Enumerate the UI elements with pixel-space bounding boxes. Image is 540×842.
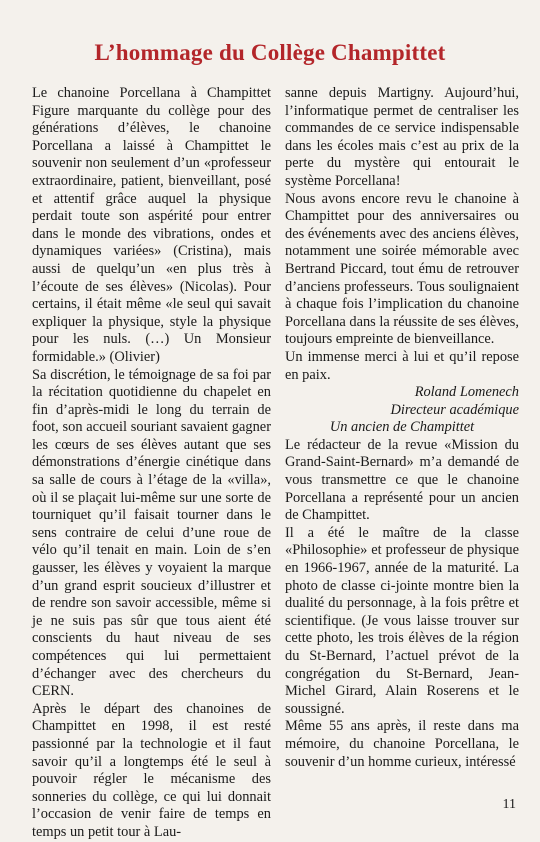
paragraph: Il a été le maître de la classe «Philosophie» et professeur de physique en 1966-1967, année de la maturité. La photo de classe ci-jointe montre bien la dualité du personnage, à la fois prêtre et scientifique. (Je vous laisse trouver sur cette photo, les trois élèves de la région du St-Bernard, l’actuel prévot de la congrégation du St-Bernard, Jean-Michel Girard, Alain Roserens et le soussigné. [285, 524, 519, 717]
paragraph: Même 55 ans après, il reste dans ma mémoire, du chanoine Porcellana, le souvenir d’un homme curieux, intéressé [285, 718, 519, 770]
right-column [285, 85, 519, 771]
article-title: L’hommage du Collège Champittet [94, 40, 446, 65]
page-number: 11 [502, 797, 516, 812]
paragraph: Nous avons encore revu le chanoine à Champittet pour des anniversaires ou des événements avec des anciens élèves, notamment une soirée mémorable avec Bertrand Piccard, tout ému de retrouver d’anciens professeurs. Tous soulignaient à chaque fois l’implication du chanoine Porcellana dans la réussite de ses élèves, toujours empreinte de bienveillance. [285, 190, 519, 348]
paragraph: Sa discrétion, le témoignage de sa foi par la récitation quotidienne du chapelet en fin d’après-midi le long du terrain de foot, son accueil souriant savaient gagner les cœurs de ses élèves autant que ses démonstrations d’énergie cinétique dans sa salle de cours à l’étage de la «villa», où il se plaçait lui-même sur une sorte de tourniquet qu’il faisait tourner dans le sens contraire de celui d’une roue de vélo qu’il tenait en main. Loin de s’en gausser, les élèves y voyaient la marque d’un grand esprit soucieux d’illustrer et de rendre son savoir accessible, même si je ne suis pas sûr que tous aient été conscients du haut niveau de ses compétences qui lui permettaient d’échanger avec des chercheurs du CERN. [32, 366, 271, 700]
left-column [32, 85, 271, 842]
signature-role: Directeur académique [390, 401, 519, 418]
paragraph: Le rédacteur de la revue «Mission du Grand-Saint-Bernard» m’a demandé de vous transmettre ce que le chanoine Porcellana a représenté pour un ancien de Champittet. [285, 436, 519, 524]
signature-name: Roland Lomenech [414, 384, 519, 401]
paragraph: Le chanoine Porcellana à Champittet Figure marquante du collège pour des générations d’élèves, le chanoine Porcellana a laissé à Champittet le souvenir non seulement d’un «professeur extraordinaire, patient, bienveillant, posé et attentif grâce auquel la physique perdait toute son aspérité pour entrer dans le monde des vibrations, ondes et dynamiques variées» (Cristina), mais aussi de quelqu’un «en plus très à l’écoute de ses élèves» (Nicolas). Pour certains, il était même «le seul qui savait expliquer la physique, style la physique pour les nuls. (…) Un Monsieur formidable.» (Olivier) [32, 85, 271, 365]
section-subheading: Un ancien de Champittet [329, 419, 475, 436]
paragraph: Après le départ des chanoines de Champittet en 1998, il est resté passionné par la technologie et il faut savoir qu’il a longtemps été le seul à pouvoir régler le mécanisme des sonneries du collège, ce qui lui donnait l’occasion de venir faire de temps en temps un petit tour à Lau- [32, 700, 271, 840]
paragraph: Un immense merci à lui et qu’il repose en paix. [285, 348, 519, 383]
paragraph: sanne depuis Martigny. Aujourd’hui, l’informatique permet de centraliser les commandes de ce service indispensable dans les écoles mais c’est au prix de la perte du mystère qui entourait le système Porcellana! [285, 85, 519, 189]
